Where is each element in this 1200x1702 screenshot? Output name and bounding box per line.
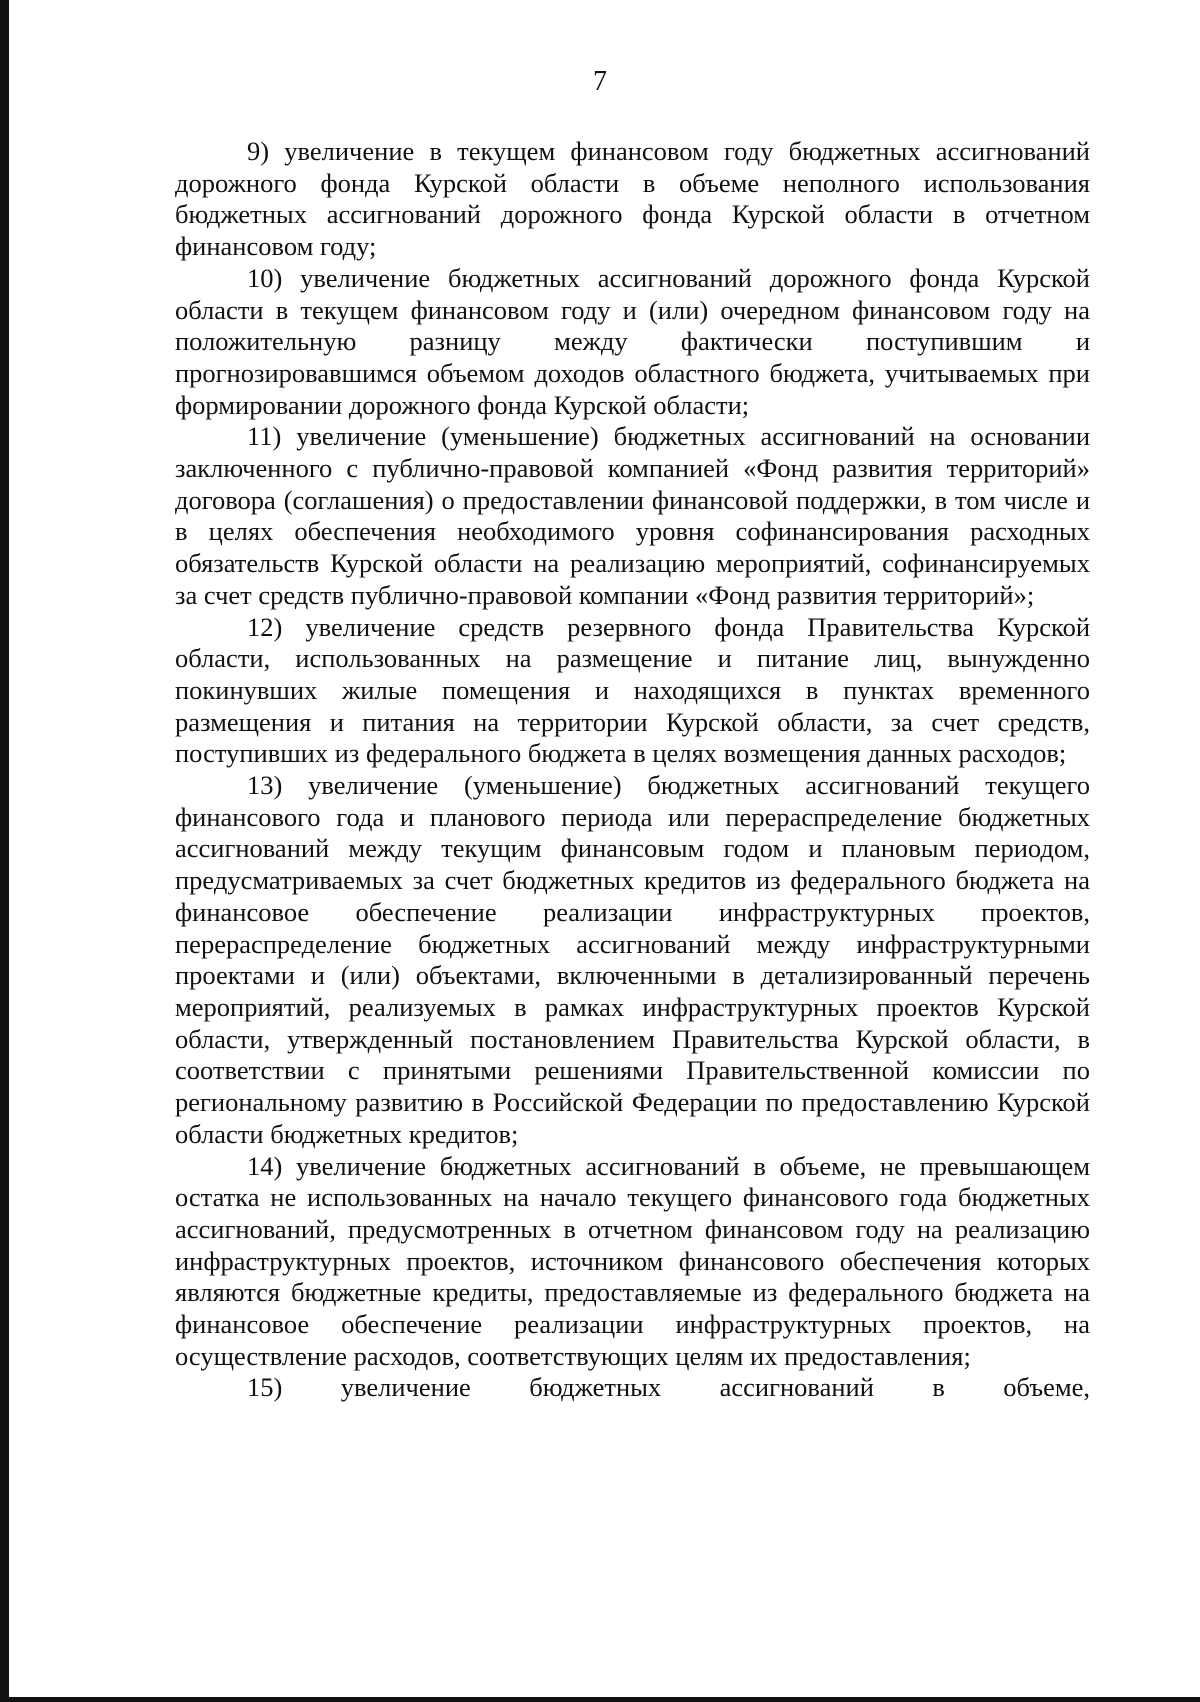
paragraph-item-14: 14) увеличение бюджетных ассигнований в объеме, не превышающем остатка не использованных на начало текущего финансового года бюджетных ассигнований, предусмотренных в отчетном финансовом году на реализацию инфраструктурных проектов, источником финансового обеспечения которых являются бюджетные кредиты, предоставляемые из федерального бюджета на финансовое обеспечение реализации инфраструктурных проектов, на осуществление расходов, соответствующих целям их предоставления; [175,1150,1090,1371]
paragraph-item-10: 10) увеличение бюджетных ассигнований дорожного фонда Курской области в текущем финансовом году и (или) очередном финансовом году на положительную разницу между фактически поступившим и прогнозировавшимся объемом доходов областного бюджета, учитываемых при формировании дорожного фонда Курской области; [175,262,1090,420]
paragraph-item-9: 9) увеличение в текущем финансовом году бюджетных ассигнований дорожного фонда Курской области в объеме неполного использования бюджетных ассигнований дорожного фонда Курской области в отчетном финансовом году; [175,136,1090,262]
page-number: 7 [593,66,607,97]
scan-left-edge [0,0,9,1702]
paragraph-item-11: 11) увеличение (уменьшение) бюджетных ассигнований на основании заключенного с публично-правовой компанией «Фонд развития территорий» договора (соглашения) о предоставлении финансовой поддержки, в том числе и в целях обеспечения необходимого уровня софинансирования расходных обязательств Курской области на реализацию мероприятий, софинансируемых за счет средств публично-правовой компании «Фонд развития территорий»; [175,421,1090,610]
document-body [175,136,1090,1404]
paragraph-item-13: 13) увеличение (уменьшение) бюджетных ассигнований текущего финансового года и планового периода или перераспределение бюджетных ассигнований между текущим финансовым годом и плановым периодом, предусматриваемых за счет бюджетных кредитов из федерального бюджета на финансовое обеспечение реализации инфраструктурных проектов, перераспределение бюджетных ассигнований между инфраструктурными проектами и (или) объектами, включенными в детализированный перечень мероприятий, реализуемых в рамках инфраструктурных проектов Курской области, утвержденный постановлением Правительства Курской области, в соответствии с принятыми решениями Правительственной комиссии по региональному развитию в Российской Федерации по предоставлению Курской области бюджетных кредитов; [175,770,1090,1149]
paragraph-item-15: 15) увеличение бюджетных ассигнований в объеме, [247,1372,1090,1403]
paragraph-item-12: 12) увеличение средств резервного фонда Правительства Курской области, использованных на размещение и питание лиц, вынужденно покинувших жилые помещения и находящихся в пунктах временного размещения и питания на территории Курской области, за счет средств, поступивших из федерального бюджета в целях возмещения данных расходов; [175,611,1090,769]
scan-bottom-edge [0,1697,1200,1702]
